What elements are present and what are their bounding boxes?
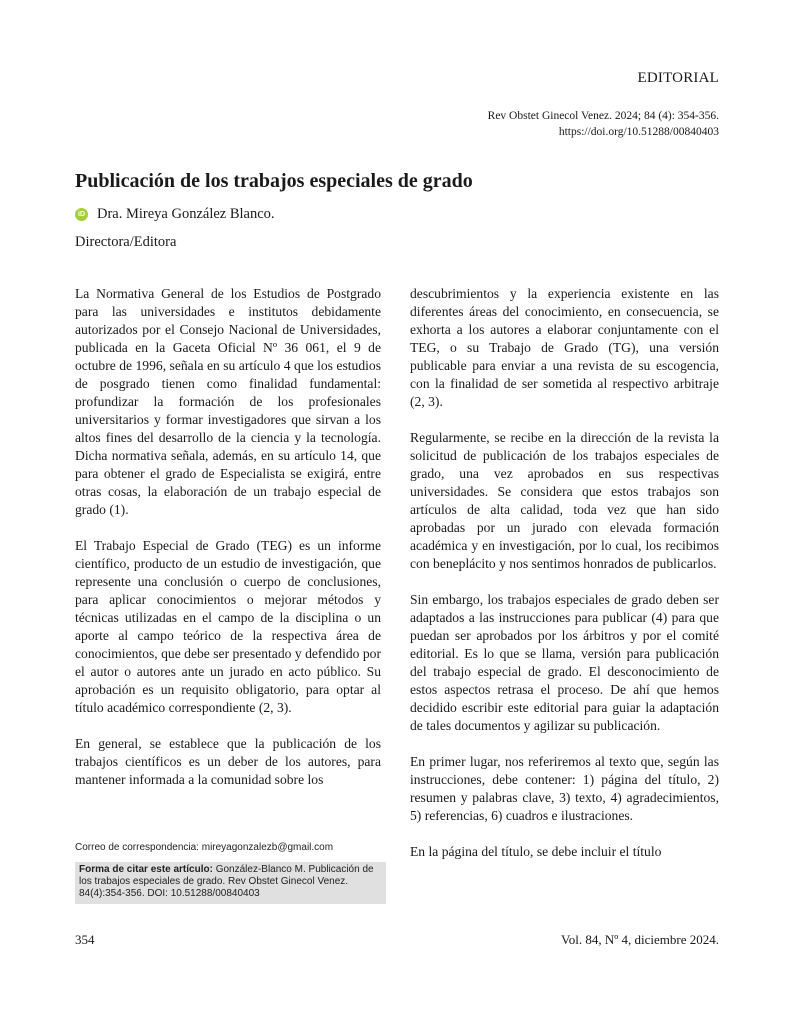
paragraph: descubrimientos y la experiencia existente en las diferentes áreas del conocimiento, en consecuencia, se exhorta a los autores a elaborar conjuntamente con el TEG, o su Trabajo de Grado (TG), una versión publicable para enviar a una revista de su escogencia, con la finalidad de ser sometida al respectivo arbitraje (2, 3).	[410, 286, 719, 409]
journal-citation-line: Rev Obstet Ginecol Venez. 2024; 84 (4): 354-356.	[487, 110, 719, 122]
citation-text: González-Blanco M. Publicación de los trabajos especiales de grado. Rev Obstet Ginecol Venez. 84(4):354-356. DOI: 10.51288/00840403	[79, 864, 374, 899]
section-label: EDITORIAL	[637, 70, 719, 86]
citation-label: Forma de citar este artículo:	[79, 864, 213, 875]
author-row	[75, 206, 275, 223]
citation-box	[75, 862, 386, 904]
paragraph: En la página del título, se debe incluir el título	[410, 844, 662, 859]
doi-link[interactable]: https://doi.org/10.51288/00840403	[558, 126, 719, 138]
paragraph: En primer lugar, nos referiremos al texto que, según las instrucciones, debe contener: 1) página del título, 2) resumen y palabras clave, 3) texto, 4) agradecimientos, 5) referencias, 6) cuadros e ilustraciones.	[410, 754, 719, 823]
body-column-right	[410, 285, 719, 879]
author-name: Dra. Mireya González Blanco.	[97, 206, 275, 222]
paragraph: Regularmente, se recibe en la dirección de la revista la solicitud de publicación de los trabajos especiales de grado, una vez aprobados en sus respectivas universidades. Se considera que estos trabajos son artículos de alta calidad, toda vez que han sido aprobadas por un jurado con elevada formación académica y en investigación, por lo cual, los recibimos con beneplácito y nos sentimos honrados de publicarlos.	[410, 430, 719, 571]
article-title: Publicación de los trabajos especiales de grado	[75, 170, 473, 192]
paragraph: La Normativa General de los Estudios de Postgrado para las universidades e institutos debidamente autorizados por el Consejo Nacional de Universidades, publicada en la Gaceta Oficial Nº 36 061, el 9 de octubre de 1996, señala en su artículo 4 que los estudios de posgrado tienen como finalidad fundamental: profundizar la formación de los profesionales universitarios y formar investigadores que sirvan a los altos fines del desarrollo de la ciencia y la tecnología. Dicha normativa señala, además, en su artículo 14, que para obtener el grado de Especialista se exigirá, entre otras cosas, la elaboración de un trabajo especial de grado (1).	[75, 286, 381, 517]
orcid-icon[interactable]: iD	[75, 208, 88, 221]
page-number: 354	[75, 932, 95, 947]
paragraph: En general, se establece que la publicación de los trabajos científicos es un deber de los autores, para mantener informada a la comunidad sobre los	[75, 736, 381, 787]
author-role: Directora/Editora	[75, 234, 177, 250]
paragraph: El Trabajo Especial de Grado (TEG) es un informe científico, producto de un estudio de investigación, que represente una conclusión o cuerpo de conclusiones, para aplicar conocimientos o mejorar métodos y técnicas utilizadas en el campo de la disciplina o un aporte al campo teórico de la respectiva área de conocimientos, que debe ser presentado y defendido por el autor o autores ante un jurado en acto público. Su aprobación es un requisito obligatorio, para optar al título académico correspondiente (2, 3).	[75, 538, 381, 715]
issue-info: Vol. 84, Nº 4, diciembre 2024.	[561, 932, 719, 947]
correspondence-note: Correo de correspondencia: mireyagonzalezb@gmail.com	[75, 842, 334, 853]
paragraph: Sin embargo, los trabajos especiales de grado deben ser adaptados a las instrucciones para publicar (4) para que puedan ser aprobados por los árbitros y por el comité editorial. Es lo que se llama, versión para publicación del trabajo especial de grado. El desconocimiento de estos aspectos retrasa el proceso. De ahí que hemos decidido escribir este editorial para guiar la adaptación de tales documentos y agilizar su publicación.	[410, 592, 719, 733]
journal-reference	[488, 108, 719, 140]
body-column-left	[75, 285, 381, 807]
